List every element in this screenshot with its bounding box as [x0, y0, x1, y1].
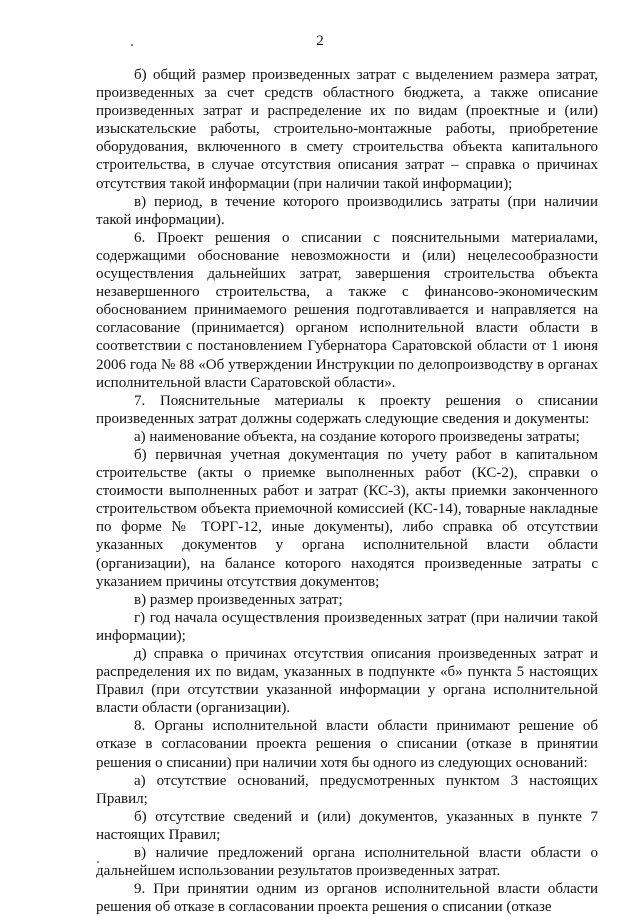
paragraph-8v: в) наличие предложений органа исполнительной власти области о дальнейшем использовании результатов произведенных затрат. — [96, 845, 598, 880]
paragraph-5v: в) период, в течение которого производились затраты (при наличии такой информации). — [96, 193, 598, 228]
paragraph-8: 8. Органы исполнительной власти области принимают решение об отказе в согласовании проекта решения о списании (отказе в принятии решения о списании) при наличии хотя бы одного из следующих оснований: — [96, 718, 598, 771]
page-number: 2 — [316, 33, 324, 49]
paragraph-7v: в) размер произведенных затрат; — [134, 591, 343, 608]
paragraph-7: 7. Пояснительные материалы к проекту решения о списании произведенных затрат должны содержать следующие сведения и документы: — [96, 392, 598, 427]
paragraph-7g: г) год начала осуществления произведенных затрат (при наличии такой информации); — [96, 609, 598, 644]
paragraph-5b: б) общий размер произведенных затрат с выделением размера затрат, произведенных за счет средств областного бюджета, а также описание произведенных затрат и распределение их по видам (проектные и (или) изыскательские работы, строительно-монтажные работы, приобретение оборудования, включенного в смету строительства объекта капитального строительства, в случае отсутствия описания затрат – справка о причинах отсутствия такой информации (при наличии такой информации); — [96, 67, 598, 192]
paragraph-9: 9. При принятии одним из органов исполнительной власти области решения об отказе в согласовании проекта решения о списании (отказе — [96, 881, 598, 916]
paragraph-8a: а) отсутствие оснований, предусмотренных пунктом 3 настоящих Правил; — [96, 772, 598, 807]
paragraph-7b: б) первичная учетная документация по учету работ в капитальном строительстве (акты о приемке выполненных работ (КС-2), справки о стоимости выполненных работ и затрат (КС-3), акты приемки законченного строительством объекта приемочной комиссией (КС-14), товарные накладные по форме № ТОРГ-12, иные документы), либо справка об отсутствии указанных документов у органа исполнительной власти области (организации), на балансе которого находятся произведенные затраты с указанием причины отсутствия документов; — [96, 446, 598, 590]
document-body — [96, 66, 598, 916]
paragraph-6: 6. Проект решения о списании с пояснительными материалами, содержащими обоснование невозможности и (или) нецелесообразности осуществления дальнейших затрат, завершения строительства объекта незавершенного строительства, а также с финансово-экономическим обоснованием принимаемого решения подготавливается и направляется на согласование (принимается) органом исполнительной власти области в соответствии с постановлением Губернатора Саратовской области от 1 июня 2006 года № 88 «Об утверждении Инструкции по делопроизводству в органах исполнительной власти Саратовской области». — [96, 229, 598, 391]
paragraph-8b: б) отсутствие сведений и (или) документов, указанных в пункте 7 настоящих Правил; — [96, 808, 598, 843]
paragraph-7d: д) справка о причинах отсутствия описания произведенных затрат и распределения их по видам, указанных в подпункте «б» пункта 5 настоящих Правил (при отсутствии указанной информации у органа исполнительной власти области (организации). — [96, 646, 598, 717]
paragraph-7a: а) наименование объекта, на создание которого произведены затраты; — [134, 428, 580, 445]
